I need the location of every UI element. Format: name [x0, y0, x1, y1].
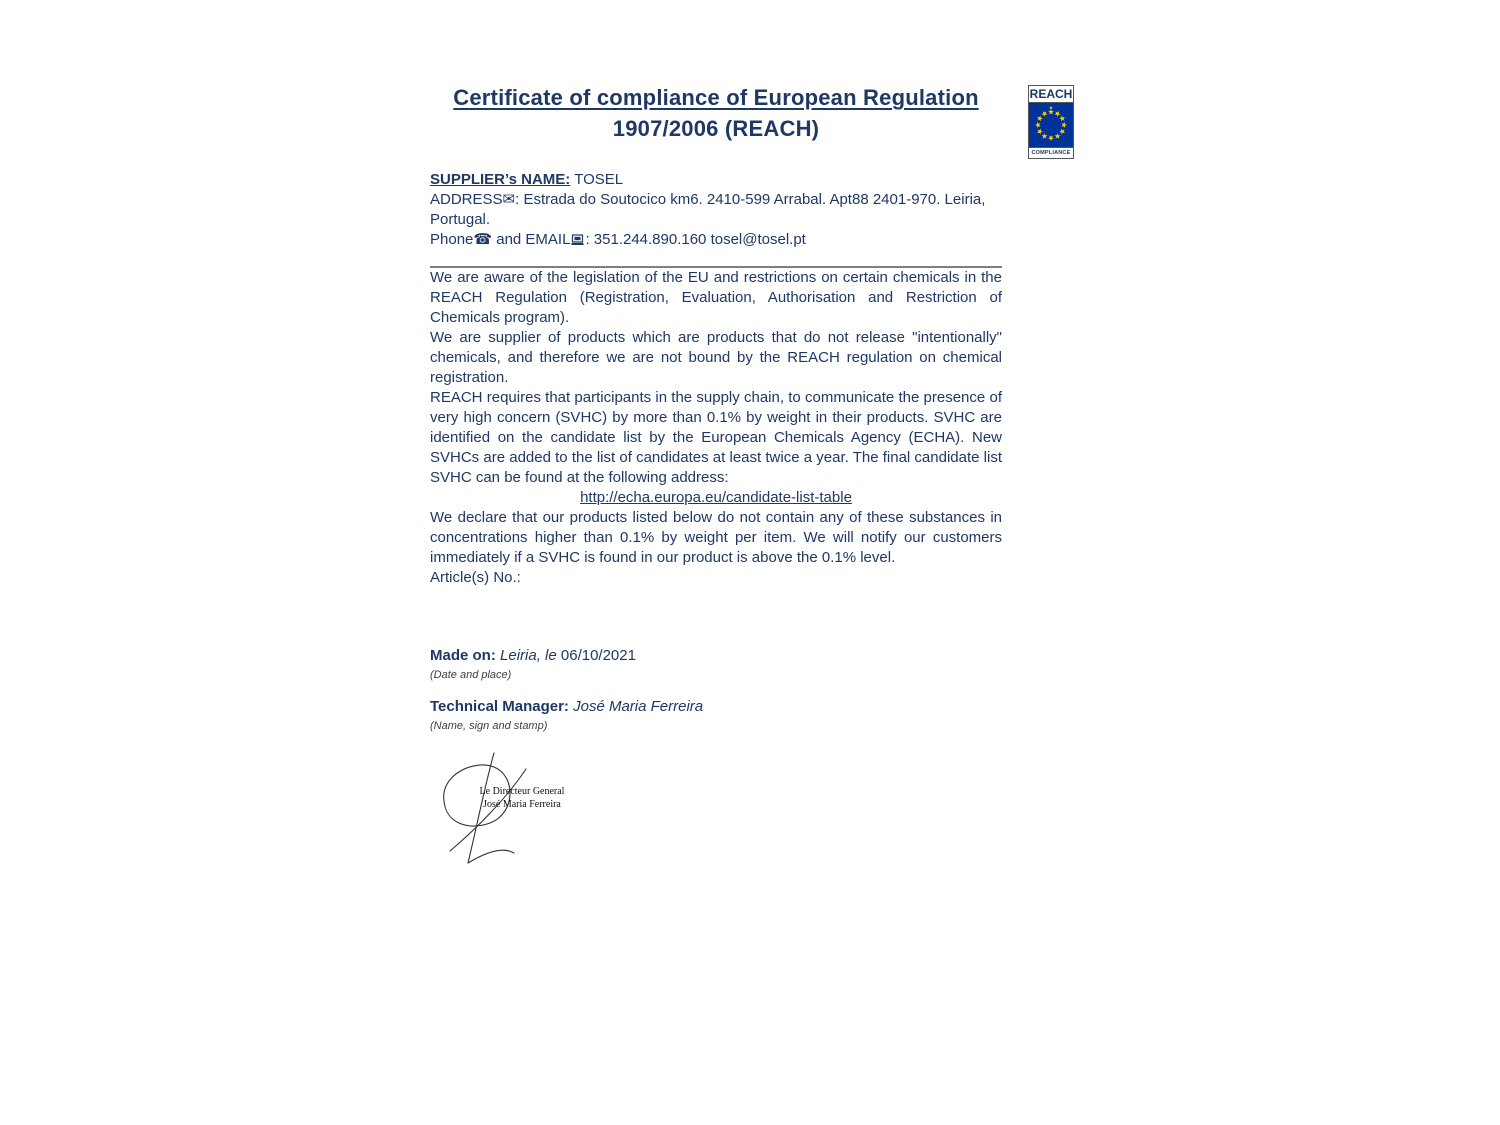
reach-compliance-logo	[1028, 85, 1074, 159]
address-value: : Estrada do Soutocico km6. 2410-599 Arrabal. Apt88 2401-970. Leiria, Portugal.	[430, 191, 986, 228]
supplier-block	[430, 170, 1002, 250]
paragraph-declaration: We declare that our products listed below do not contain any of these substances in concentrations higher than 0.1% by weight per item. We will notify our customers immediately if a SVHC is found in our product is above the 0.1% level.	[430, 509, 1002, 566]
supplier-address-line	[430, 190, 1002, 230]
signature-name: José Maria Ferreira	[483, 799, 561, 810]
title-line1: Certificate of compliance of European Regulation	[453, 85, 979, 110]
document-body	[430, 82, 1002, 881]
technical-manager-name: José Maria Ferreira	[568, 698, 704, 715]
document-title	[430, 82, 1002, 144]
made-on-date: 06/10/2021	[560, 647, 636, 664]
made-on-line	[430, 646, 1002, 666]
supplier-phone-line	[430, 230, 1002, 250]
reach-logo-caption: COMPLIANCE	[1029, 147, 1073, 158]
candidate-list-link-line	[430, 488, 1002, 508]
made-on-place: Leiria, le	[495, 647, 561, 664]
supplier-name-value: TOSEL	[570, 171, 624, 188]
made-on-label: Made on:	[430, 647, 496, 664]
phone-label: Phone	[430, 231, 474, 248]
candidate-list-link[interactable]: http://echa.europa.eu/candidate-list-table	[580, 489, 852, 506]
supplier-name-label: SUPPLIER’s NAME:	[430, 171, 571, 188]
article-number-line: Article(s) No.:	[430, 569, 521, 586]
email-label: and EMAIL	[492, 231, 571, 248]
paragraph-supplier-statement: We are supplier of products which are products that do not release "intentionally" chemicals, and therefore we are not bound by the REACH regulation on chemical registration.	[430, 329, 1002, 386]
title-line2: 1907/2006 (REACH)	[612, 116, 820, 141]
date-place-note: (Date and place)	[430, 669, 512, 681]
signature-area	[430, 751, 630, 881]
eu-flag-icon	[1029, 103, 1073, 147]
name-sign-stamp-note: (Name, sign and stamp)	[430, 720, 548, 732]
paragraph-reach-requirements: REACH requires that participants in the supply chain, to communicate the presence of very high concern (SVHC) by more than 0.1% by weight in their products. SVHC are identified on the candidate list by the European Chemicals Agency (ECHA). New SVHCs are added to the list of candidates at least twice a year. The final candidate list SVHC can be found at the following address:	[430, 389, 1002, 486]
address-label: ADDRESS	[430, 191, 503, 208]
technical-manager-line	[430, 697, 1002, 717]
phone-email-value: : 351.244.890.160 tosel@tosel.pt	[585, 231, 806, 248]
fax-icon	[571, 234, 584, 246]
technical-manager-label: Technical Manager:	[430, 698, 569, 715]
paragraph-awareness: We are aware of the legislation of the EU and restrictions on certain chemicals in the REACH Regulation (Registration, Evaluation, Authorisation and Restriction of Chemicals program).	[430, 269, 1002, 326]
reach-logo-title: REACH	[1029, 87, 1073, 101]
envelope-icon: ✉	[502, 191, 516, 208]
signature-title: Le Directeur General	[479, 786, 565, 797]
signature-stamp-text	[462, 785, 582, 811]
signature-scribble-icon	[430, 751, 580, 881]
supplier-name-line	[430, 170, 1002, 190]
phone-icon: ☎	[473, 231, 493, 248]
